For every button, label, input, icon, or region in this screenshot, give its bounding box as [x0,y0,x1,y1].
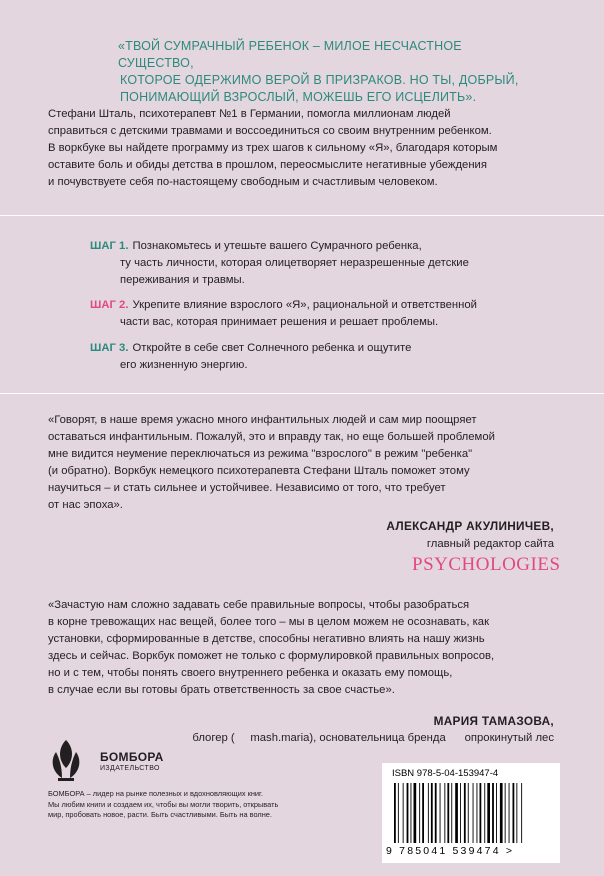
step-text: переживания и травмы. [120,274,245,286]
step-3 [90,340,560,374]
intro-line: справиться с детскими травмами и воссоединиться со своим внутренним ребенком. [48,125,492,137]
barcode-icon [392,783,550,845]
step-text: Укрепите влияние взрослого «Я», рациональной и ответственной [132,299,477,311]
step-text: Откройте в себе свет Солнечного ребенка и ощутите [132,342,412,354]
psychologies-logo: PSYCHOLOGIES [412,554,561,575]
headline-quote [118,38,538,106]
step-label: ШАГ 1. [90,240,129,252]
isbn-label: ISBN 978-5-04-153947-4 [392,768,499,779]
intro-line: оставите боль и обиды детства в прошлом, переосмыслите негативные убеждения [48,159,487,171]
author-akulinichev [386,519,554,550]
step-1 [90,238,560,289]
intro-line: В воркбуке вы найдете программу из трех шагов к сильному «Я», благодаря которым [48,142,498,154]
review-line: «Говорят, в наше время ужасно много инфантильных людей и сам мир поощряет [48,414,477,426]
review-line: в корне тревожащих нас вещей, более того – мы в целом можем не осознавать, как [48,616,490,628]
divider [0,215,604,216]
review-line: оставаться инфантильным. Пожалуй, это и вправду так, но еще большей проблемой [48,431,495,443]
headline-line: КОТОРОЕ ОДЕРЖИМО ВЕРОЙ В ПРИЗРАКОВ. НО ТЫ, ДОБРЫЙ, [120,73,519,87]
tagline-line: Мы любим книги и создаем их, чтобы вы могли творить, открывать [48,799,279,809]
step-text: части вас, которая принимает решения и решает проблемы. [120,316,439,328]
review-line: научиться – и стать сильнее и устойчивее. Независимо от того, что требует [48,482,446,494]
author-role [192,732,554,744]
headline-line: «ТВОЙ СУМРАЧНЫЙ РЕБЕНОК – МИЛОЕ НЕСЧАСТНОЕ СУЩЕСТВО, [118,39,462,70]
isbn-digits: 9 785041 539474 > [386,845,515,857]
review-line: в случае если вы готовы брать ответственность за свое счастье». [48,684,395,696]
review-akulinichev [48,412,568,514]
step-label: ШАГ 3. [90,342,129,354]
intro-line: и почувствуете себя по-настоящему свободным и счастливым человеком. [48,176,438,188]
review-line: но и с тем, чтобы понять своего внутреннего ребенка и оказать ему помощь, [48,667,453,679]
publisher-tagline [48,789,308,821]
author-role-text: блогер ( mash.maria), основательница бренда опрокинутый лес [192,732,554,744]
author-tamazova [192,714,554,744]
review-line: «Зачастую нам сложно задавать себе правильные вопросы, чтобы разобраться [48,599,470,611]
review-tamazova [48,597,578,699]
publisher-name: БОМБОРА [100,750,164,764]
author-name: МАРИЯ ТАМАЗОВА, [433,714,554,728]
step-text: его жизненную энергию. [120,359,248,371]
author-role: главный редактор сайта [426,538,554,550]
divider [0,393,604,394]
headline-line: ПОНИМАЮЩИЙ ВЗРОСЛЫЙ, МОЖЕШЬ ЕГО ИСЦЕЛИТЬ». [120,90,477,104]
step-text: Познакомьтесь и утешьте вашего Сумрачного ребенка, [132,240,422,252]
tagline-line: мир, пробовать новое, расти. Быть счастливыми. Быть на волне. [48,810,272,819]
review-line: здесь и сейчас. Воркбук поможет не только с формулировкой правильных вопросов, [48,650,495,662]
isbn-barcode-box [382,763,560,863]
step-2 [90,297,560,331]
intro-line: Стефани Шталь, психотерапевт №1 в Германии, помогла миллионам людей [48,108,451,120]
publisher-sub: ИЗДАТЕЛЬСТВО [100,765,160,772]
review-line: (и обратно). Воркбук немецкого психотерапевта Стефани Шталь поможет этому [48,465,470,477]
review-line: мне видится неумение переключаться из режима "взрослого" в режим "ребенка" [48,448,473,460]
step-text: ту часть личности, которая олицетворяет неразрешенные детские [120,257,469,269]
review-line: от нас эпоха». [48,499,123,511]
step-label: ШАГ 2. [90,299,129,311]
review-line: установки, сформированные в детстве, способны негативно влиять на нашу жизнь [48,633,485,645]
intro-paragraph [48,106,578,191]
author-name: АЛЕКСАНДР АКУЛИНИЧЕВ, [386,519,554,533]
tagline-line: БОМБОРА – лидер на рынке полезных и вдохновляющих книг. [48,789,263,798]
